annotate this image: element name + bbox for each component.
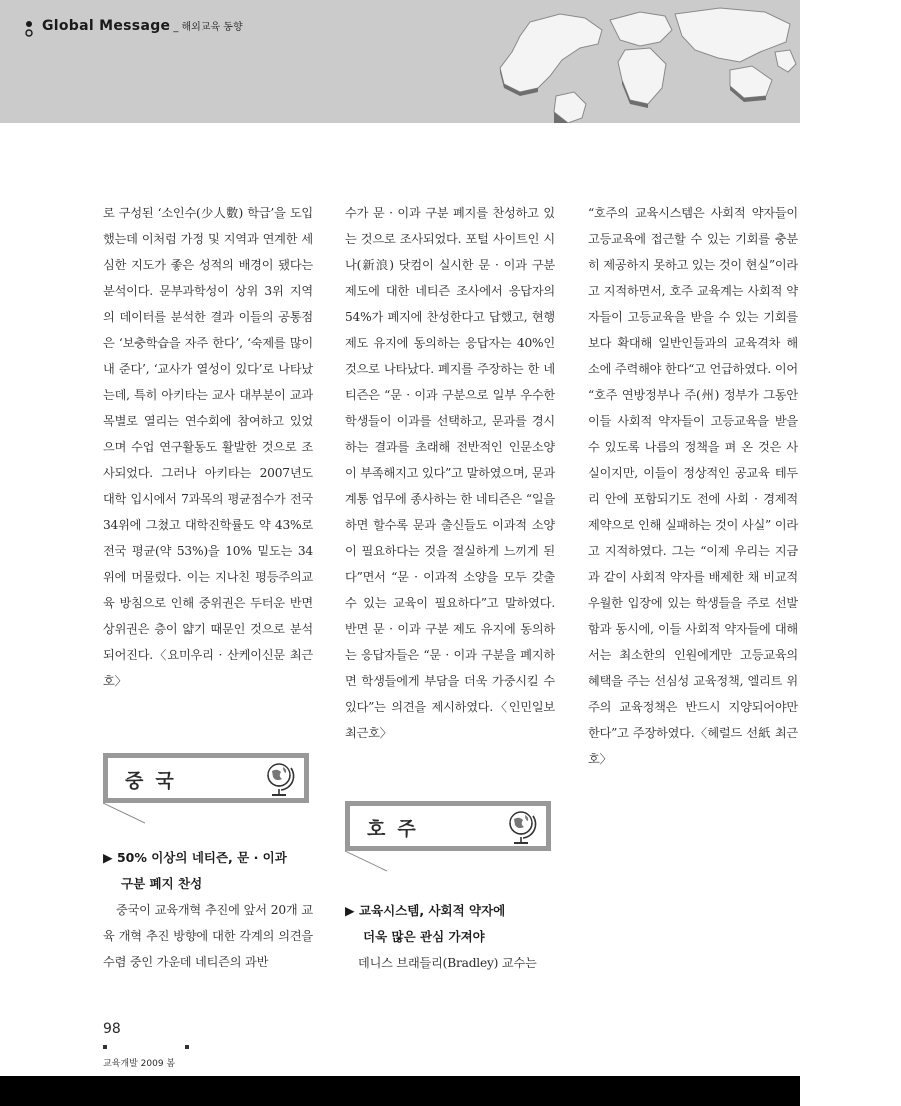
- col1-paragraph-2: 중국이 교육개혁 추진에 앞서 20개 교육 개혁 추진 방향에 대한 각계의 의견을 수렴 중인 가운데 네티즌의 과반: [103, 903, 313, 969]
- header-subtitle: _ 해외교육 동향: [173, 22, 243, 33]
- section-tail-china: [103, 803, 145, 825]
- world-map-graphic: [490, 0, 800, 123]
- section-box-china: [103, 753, 309, 803]
- col1-paragraph-1: 로 구성된 ‘소인수(少人數) 학급’을 도입했는데 이처럼 가정 및 지역과 연계한 세심한 지도가 좋은 성적의 배경이 됐다는 분석이다. 문부과학성이 상위 3위 지역의 데이터를 분석한 결과 이들의 공통점은 ‘보충학습을 자주 한다’, ‘숙제를 많이 내 준다’, ‘교사가 열성이 있다’로 나타났는데, 특히 아키타는 교사 대부분이 교과목별로 열리는 연수회에 참여하고 있었으며 수업 연구활동도 활발한 것으로 조사되었다. 그러나 아키타는 2007년도 대학 입시에서 7과목의 평균점수가 전국 34위에 그쳤고 대학진학률도 약 43%로 전국 평균(약 53%)을 10% 밑도는 34위에 머물렀다. 이는 지나친 평등주의교육 방침으로 인해 중위권은 두터운 반면 상위권은 층이 얇기 때문인 것으로 분석되어진다.〈요미우리 · 산케이신문 최근호〉: [103, 206, 313, 688]
- subhead-australia-line1: ▶ 교육시스템, 사회적 약자에: [345, 903, 506, 918]
- column-2: [345, 200, 555, 746]
- section-title-australia: 호주: [367, 818, 428, 840]
- footer-black-bar: [0, 1076, 800, 1106]
- subhead-china-line1: ▶ 50% 이상의 네티즌, 문 · 이과: [103, 850, 287, 865]
- bullet-dots-icon: [24, 19, 34, 39]
- footer-publication: 교육개발 2009 봄: [103, 1059, 176, 1069]
- page-number: 98: [103, 1021, 121, 1037]
- subhead-australia: [345, 898, 555, 950]
- globe-icon: [504, 808, 540, 846]
- col2-paragraph-1: 수가 문 · 이과 구분 폐지를 찬성하고 있는 것으로 조사되었다. 포털 사이트인 시나(新浪) 닷컴이 실시한 문 · 이과 구분 제도에 대한 네티즌 조사에서 응답자의 54%가 폐지에 찬성한다고 답했고, 현행 제도 유지에 동의하는 응답자는 40%인 것으로 나타났다. 폐지를 주장하는 한 네티즌은 “문 · 이과 구분으로 일부 우수한 학생들이 이과를 선택하고, 문과를 경시하는 결과를 초래해 전반적인 인문소양이 부족해지고 있다”고 말하였으며, 문과 계통 업무에 종사하는 한 네티즌은 “일을 하면 할수록 문과 출신들도 이과적 소양이 필요하다는 것을 절실하게 느끼게 된다”면서 “문 · 이과적 소양을 모두 갖출 수 있는 교육이 필요하다”고 말하였다. 반면 문 · 이과 구분 제도 유지에 동의하는 응답자들은 “문 · 이과 구분을 폐지하면 학생들에게 부담을 더욱 가중시킬 수 있다”는 의견을 제시하였다.〈인민일보 최근호〉: [345, 206, 555, 740]
- column-1-china-section: [103, 845, 313, 975]
- subhead-china: [103, 845, 313, 897]
- section-title-china: 중국: [125, 770, 186, 792]
- section-box-australia: [345, 801, 551, 851]
- header-title-group: [24, 18, 243, 34]
- section-tail-australia: [345, 851, 387, 873]
- header-band: [0, 0, 800, 123]
- footer-square-marker: [103, 1045, 107, 1049]
- header-title: Global Message: [42, 18, 171, 34]
- subhead-australia-line2: 더욱 많은 관심 가져야: [363, 929, 485, 944]
- col2-paragraph-2: 데니스 브래들리(Bradley) 교수는: [358, 956, 537, 970]
- globe-icon: [262, 760, 298, 798]
- column-3: [588, 200, 798, 772]
- column-1: [103, 200, 313, 694]
- subhead-china-line2: 구분 폐지 찬성: [121, 876, 203, 891]
- column-2-australia-section: [345, 898, 555, 976]
- col3-paragraph-1: “호주의 교육시스템은 사회적 약자들이 고등교육에 접근할 수 있는 기회를 충분히 제공하지 못하고 있는 것이 현실”이라고 지적하면서, 호주 교육계는 사회적 약자들이 고등교육을 받을 수 있는 기회를 보다 확대해 일반인들과의 교육격차 해소에 주력해야 한다“고 언급하였다. 이어 “호주 연방정부나 주(州) 정부가 그동안 이들 사회적 약자들이 고등교육을 받을 수 있도록 나름의 정책을 펴 온 것은 사실이지만, 이들이 정상적인 공교육 테두리 안에 포함되기도 전에 사회 · 경제적 제약으로 인해 실패하는 것이 사실” 이라고 지적하였다. 그는 “이제 우리는 지금과 같이 사회적 약자를 배제한 채 비교적 우월한 입장에 있는 학생들을 주로 선발함과 동시에, 이들 사회적 약자들에 대해서는 최소한의 인원에게만 고등교육의 혜택을 주는 선심성 교육정책, 엘리트 위주의 교육정책은 반드시 지양되어야만 한다”고 주장하였다.〈헤럴드 선紙 최근호〉: [588, 206, 798, 766]
- footer-square-marker: [185, 1045, 189, 1049]
